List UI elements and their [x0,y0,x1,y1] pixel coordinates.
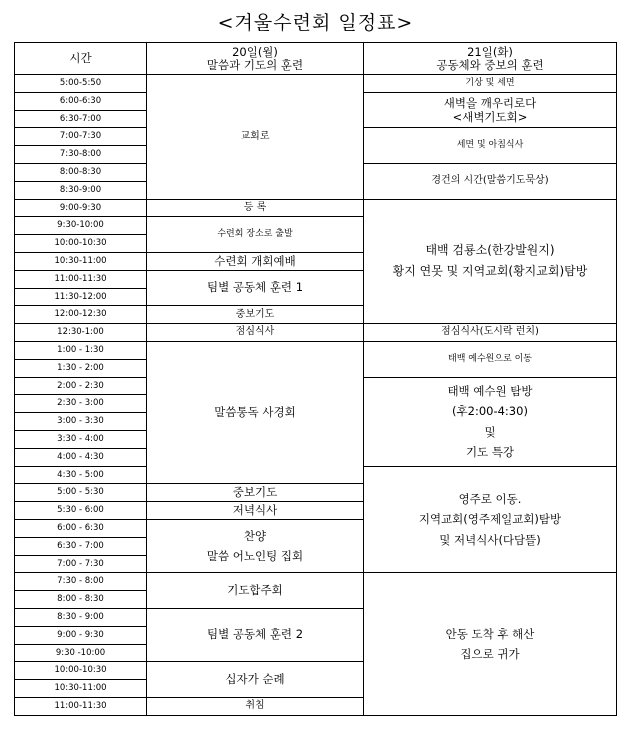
time-cell: 10:00-10:30 [15,235,147,253]
day1-block-gyohoero [147,75,364,200]
time-cell: 10:00-10:30 [15,662,147,680]
day2-explore-line2: 황지 연못 및 지역교회(황지교회)탐방 [392,264,588,279]
time-cell: 10:30-11:00 [15,252,147,270]
header-day2-date: 21일(화) [467,44,513,59]
day2-end-line1: 안동 도착 후 해산 [445,626,535,641]
time-cell: 7:00-7:30 [15,128,147,146]
day1-block-cross [147,662,364,698]
time-cell: 9:00 - 9:30 [15,626,147,644]
day1-block-lunch [147,324,364,342]
day1-block-prayer [147,573,364,609]
table-row [15,341,617,359]
day1-lunch: 점심식사 [235,326,275,338]
time-cell: 3:00 - 3:30 [15,413,147,431]
time-cell: 6:30-7:00 [15,110,147,128]
time-cell: 5:00-5:50 [15,75,147,93]
time-cell: 2:00 - 2:30 [15,377,147,395]
day2-block-yeongju [364,466,617,573]
day2-dawn-line2: <새벽기도회> [452,110,528,125]
time-cell: 8:30-9:00 [15,181,147,199]
day1-intercession1: 중보기도 [235,308,275,320]
time-cell: 11:00-11:30 [15,697,147,715]
day2-visit-line4: 기도 특강 [465,444,515,459]
time-cell: 3:30 - 4:00 [15,430,147,448]
time-cell: 4:30 - 5:00 [15,466,147,484]
time-cell: 12:30-1:00 [15,324,147,342]
day1-block-intercession1 [147,306,364,324]
schedule-table [14,42,617,716]
day1-block-sleep [147,697,364,715]
day2-yeongju-line1: 영주로 이동. [458,491,522,506]
header-time [15,43,147,75]
time-cell: 2:30 - 3:00 [15,395,147,413]
table-row [15,199,617,217]
day2-block-dawn [364,92,617,128]
table-row [15,573,617,591]
day1-opening: 수련회 개회예배 [214,253,296,268]
day2-end-line2: 집으로 귀가 [460,647,520,661]
day1-gyohoero: 교회로 [240,130,270,142]
day2-wash: 세면 및 아침식사 [456,140,524,151]
time-cell: 7:00 - 7:30 [15,555,147,573]
day1-block-depart [147,217,364,253]
time-cell: 10:30-11:00 [15,680,147,698]
time-cell: 5:00 - 5:30 [15,484,147,502]
header-day2-theme: 공동체와 중보의 훈련 [436,57,544,72]
header-day1 [147,43,364,75]
time-cell: 8:30 - 9:00 [15,608,147,626]
time-cell: 7:30 - 8:00 [15,573,147,591]
day1-depart: 수련회 장소로 출발 [217,229,293,240]
header-day1-date: 20일(월) [232,44,278,59]
day2-block-move [364,341,617,377]
time-cell: 6:30 - 7:00 [15,537,147,555]
header-time-label: 시간 [69,51,92,66]
day1-anointing: 말씀 어노인팅 집회 [206,549,304,564]
time-cell: 11:00-11:30 [15,270,147,288]
table-row [15,324,617,342]
day1-block-dinner [147,502,364,520]
day1-dinner: 저녁식사 [232,502,278,517]
time-cell: 12:00-12:30 [15,306,147,324]
table-header-row [15,43,617,75]
time-cell: 11:30-12:00 [15,288,147,306]
header-day1-theme: 말씀과 기도의 훈련 [206,57,304,72]
table-row [15,75,617,93]
time-cell: 1:30 - 2:00 [15,359,147,377]
day2-block-wash [364,128,617,164]
day2-devotion: 경건의 시간(말씀기도묵상) [431,175,549,187]
time-cell: 8:00-8:30 [15,163,147,181]
day2-move: 태백 예수원으로 이동 [448,354,532,364]
time-cell: 6:00 - 6:30 [15,519,147,537]
day1-team2: 팀별 공동체 훈련 2 [206,627,304,642]
time-cell: 5:30 - 6:00 [15,502,147,520]
time-cell: 8:00 - 8:30 [15,591,147,609]
time-cell: 6:00-6:30 [15,92,147,110]
day2-block-explore [364,199,617,324]
day2-block-end [364,573,617,715]
day2-yeongju-line3: 및 저녁식사(다담뜰) [439,532,541,547]
day1-bible-contest: 말씀통독 사경회 [214,404,296,419]
day2-wake: 기상 및 세면 [465,78,515,89]
time-cell: 9:30-10:00 [15,217,147,235]
day2-lunch: 점심식사(도시락 런치) [441,326,539,338]
page-title: <겨울수련회 일정표> [217,12,414,34]
day2-yeongju-line2: 지역교회(영주제일교회)탐방 [418,512,562,527]
day1-block-intercession2 [147,484,364,502]
time-cell: 9:00-9:30 [15,199,147,217]
day2-block-lunch [364,324,617,342]
header-day2 [364,43,617,75]
day1-intercession2: 중보기도 [232,484,278,499]
day2-dawn-line1: 새벽을 깨우리로다 [443,95,537,110]
day1-praise: 찬양 [243,528,267,543]
day2-block-wake [364,75,617,93]
day2-block-visit [364,377,617,466]
day2-explore-line1: 태백 검룡소(한강발원지) [425,243,555,258]
day1-block-praise [147,519,364,572]
day1-team1: 팀별 공동체 훈련 1 [206,280,304,295]
day2-visit-line1: 태백 예수원 탐방 [447,383,533,398]
time-cell: 4:00 - 4:30 [15,448,147,466]
day1-cross: 십자가 순례 [225,671,285,686]
day2-visit-line2: (후2:00-4:30) [452,404,528,419]
day1-block-team1 [147,270,364,306]
time-cell: 1:00 - 1:30 [15,341,147,359]
day1-block-bible [147,341,364,483]
day1-sleep: 취침 [245,700,265,712]
day1-block-team2 [147,608,364,661]
day1-block-opening [147,252,364,270]
day1-block-registration [147,199,364,217]
day2-block-devotion [364,163,617,199]
day1-prayer-meeting: 기도합주회 [227,582,283,597]
day1-registration: 등 록 [243,201,267,213]
day2-visit-line3: 및 [484,424,496,439]
time-cell: 9:30 -10:00 [15,644,147,662]
time-cell: 7:30-8:00 [15,146,147,164]
